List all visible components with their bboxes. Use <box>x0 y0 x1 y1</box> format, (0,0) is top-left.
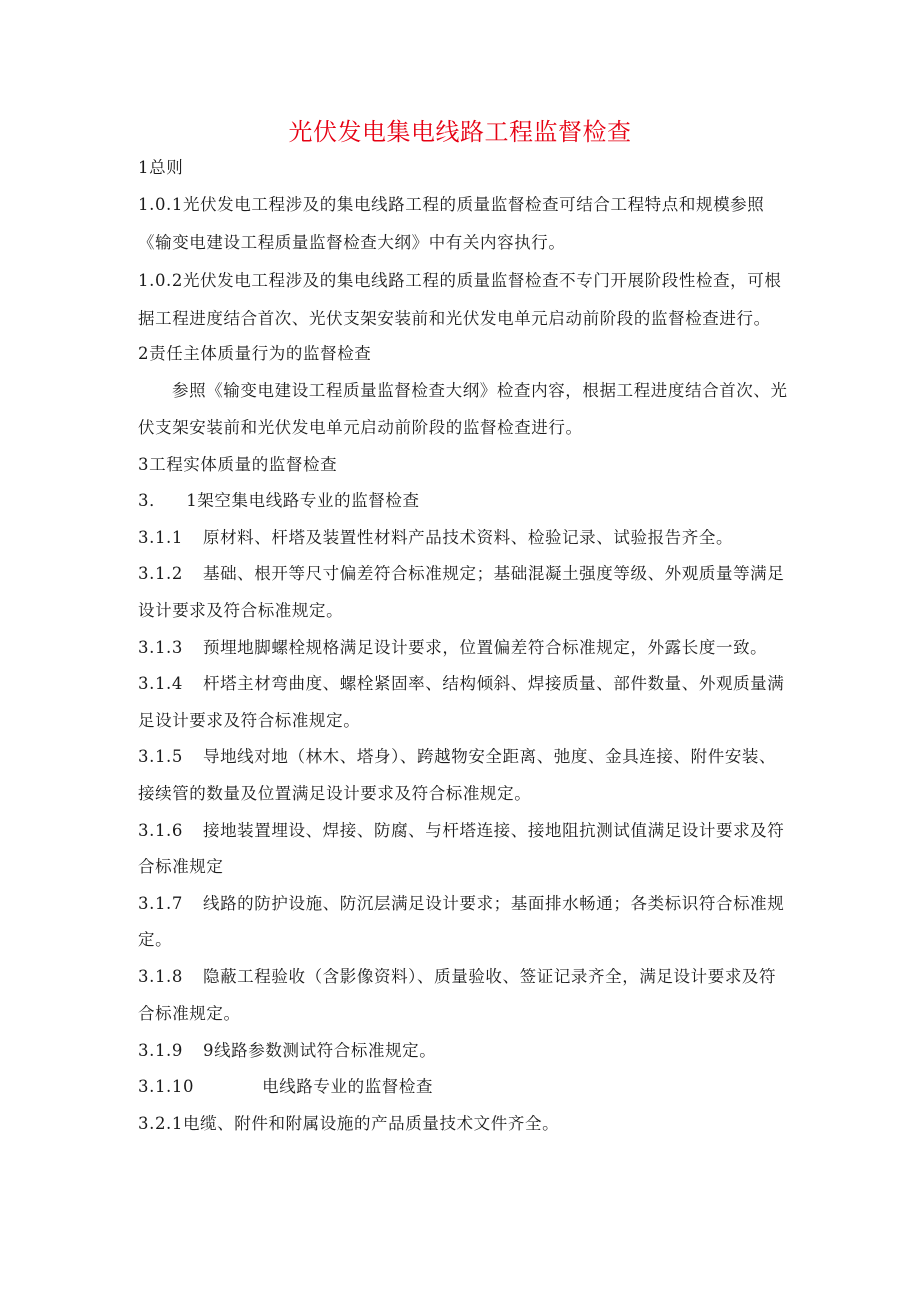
clause-continuation: 接续管的数量及位置满足设计要求及符合标准规定。 <box>138 784 532 803</box>
clause-line: 3.1.5 导地线对地（林木、塔身）、跨越物安全距离、弛度、金具连接、附件安装、 <box>138 747 777 766</box>
subsection-heading: 3． 1架空集电线路专业的监督检查 <box>138 491 420 510</box>
clause-continuation: 定。 <box>138 930 173 949</box>
section-2-heading: 2责任主体质量行为的监督检查 <box>138 344 372 363</box>
clause-line: 3.1.6 接地装置埋设、焊接、防腐、与杆塔连接、接地阻抗测试值满足设计要求及符 <box>138 821 785 840</box>
clause-line: 3.1.4 杆塔主材弯曲度、螺栓紧固率、结构倾斜、焊接质量、部件数量、外观质量满 <box>138 674 785 693</box>
section-1-heading: 1总则 <box>138 158 184 177</box>
paragraph-line: 参照《输变电建设工程质量监督检查大纲》检查内容，根据工程进度结合首次、光 <box>172 381 788 400</box>
clause-continuation: 合标准规定。 <box>138 1004 241 1023</box>
section-3-heading: 3工程实体质量的监督检查 <box>138 455 338 474</box>
clause-line: 3.1.7 线路的防护设施、防沉层满足设计要求；基面排水畅通；各类标识符合标准规 <box>138 894 785 913</box>
paragraph-line: 1.0.2光伏发电工程涉及的集电线路工程的质量监督检查不专门开展阶段性检查，可根 <box>138 271 782 290</box>
paragraph-line: 1.0.1光伏发电工程涉及的集电线路工程的质量监督检查可结合工程特点和规模参照 <box>138 195 765 214</box>
clause-continuation: 足设计要求及符合标准规定。 <box>138 711 361 730</box>
document-title: 光伏发电集电线路工程监督检查 <box>288 118 632 146</box>
paragraph-line: 《输变电建设工程质量监督检查大纲》中有关内容执行。 <box>138 233 566 252</box>
clause-line: 3.2.1电缆、附件和附属设施的产品质量技术文件齐全。 <box>138 1114 560 1133</box>
clause-continuation: 设计要求及符合标准规定。 <box>138 601 344 620</box>
clause-line: 3.1.9 9线路参数测试符合标准规定。 <box>138 1041 437 1060</box>
clause-line: 3.1.1 原材料、杆塔及装置性材料产品技术资料、检验记录、试验报告齐全。 <box>138 528 734 547</box>
paragraph-line: 据工程进度结合首次、光伏支架安装前和光伏发电单元启动前阶段的监督检查进行。 <box>138 309 771 328</box>
paragraph-line: 伏支架安装前和光伏发电单元启动前阶段的监督检查进行。 <box>138 418 583 437</box>
clause-line: 3.1.10 电线路专业的监督检查 <box>138 1077 434 1096</box>
clause-line: 3.1.3 预埋地脚螺栓规格满足设计要求，位置偏差符合标准规定，外露长度一致。 <box>138 638 768 657</box>
clause-continuation: 合标准规定 <box>138 857 224 876</box>
clause-line: 3.1.2 基础、根开等尺寸偏差符合标准规定；基础混凝土强度等级、外观质量等满足 <box>138 564 785 583</box>
clause-line: 3.1.8 隐蔽工程验收（含影像资料）、质量验收、签证记录齐全，满足设计要求及符 <box>138 967 777 986</box>
